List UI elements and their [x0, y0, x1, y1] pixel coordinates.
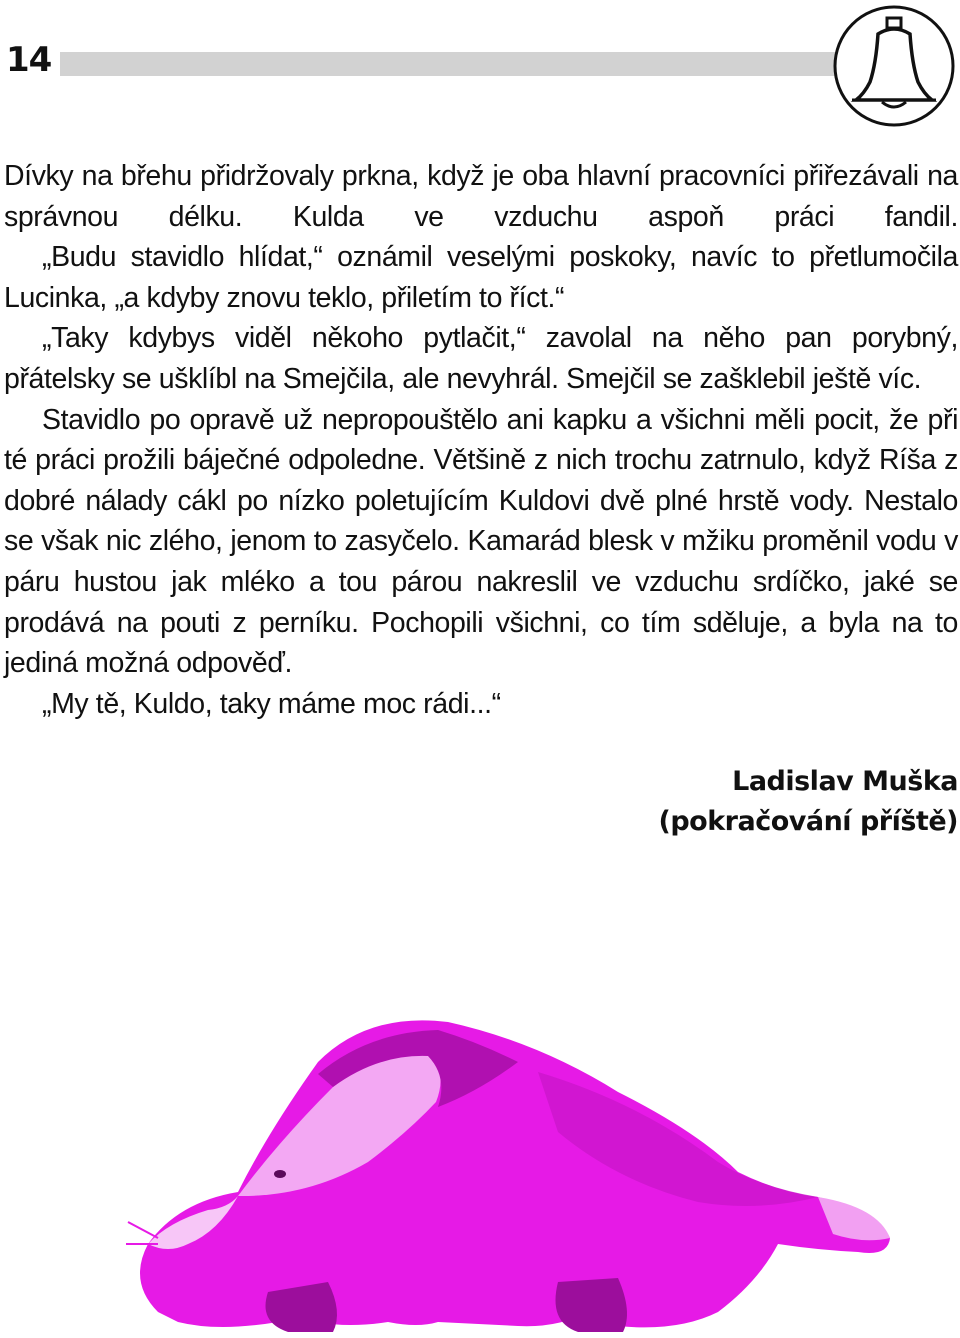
paragraph: Stavidlo po opravě už nepropouštělo ani kapku a všichni měli pocit, že při té práci prožili báječné odpoledne. Většině z nich trochu zatrnulo, když Ríša z dobré nálady cákl po nízko poletujícím Kuldovi dvě plné hrstě vody. Nestalo se však nic zlého, jenom to zasyčelo. Kamarád blesk v mžiku proměnil vodu v páru hustou jak mléko a tou párou nakreslil ve vzduchu srdíčko, jaké se prodává na pouti z perníku. Pochopili všichni, co tím sděluje, a byla na to jediná možná odpověď.	[4, 403, 958, 680]
bell-icon	[832, 4, 956, 128]
continuation-note: (pokračování příště)	[658, 806, 958, 837]
page-number: 14	[6, 40, 52, 80]
badger-illustration	[118, 982, 898, 1338]
paragraph: Dívky na břehu přidržovaly prkna, když je oba hlavní pracovníci přiřezávali na správnou délku. Kulda ve vzduchu aspoň práci fandil.	[4, 160, 958, 233]
paragraph: „My tě, Kuldo, taky máme moc rádi...“	[42, 687, 501, 720]
header-rule	[60, 52, 840, 76]
signature	[659, 762, 959, 842]
author-name: Ladislav Muška	[732, 766, 958, 797]
article-body	[4, 156, 958, 724]
paragraph: „Budu stavidlo hlídat,“ oznámil veselými poskoky, navíc to přetlumočila Lucinka, „a kdyby znovu teklo, přiletím to říct.“	[4, 241, 958, 314]
paragraph: „Taky kdybys viděl někoho pytlačit,“ zavolal na něho pan porybný, přátelsky se ušklíbl na Smejčila, ale nevyhrál. Smejčil se zašklebil ještě víc.	[4, 322, 958, 395]
